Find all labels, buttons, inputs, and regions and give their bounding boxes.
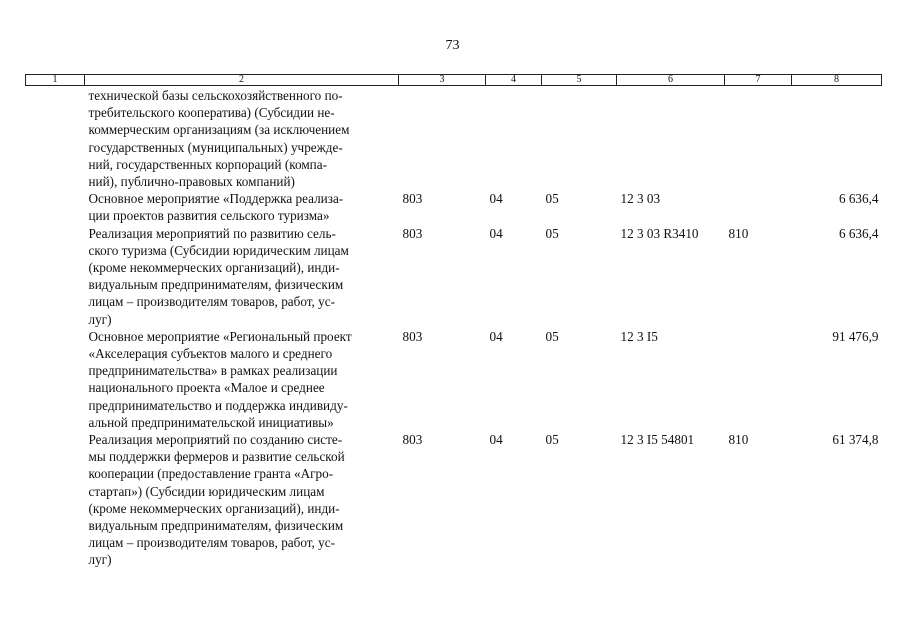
column-header-3: 3 [399,75,486,86]
row-number-cell [26,225,85,328]
section-code: 04 [489,432,503,448]
ministry-code [399,86,486,191]
expense-type-code [725,86,792,191]
expense-type-code [725,190,792,224]
row-name: Реализация мероприятий по развитию сель- ского туризма (Субсидии юридическим лицам (кроме некоммерческих организаций), инди- видуальным предпринимателям, физическим лицам – производителям товаров, работ, ус- луг) [88,225,349,327]
column-header-7: 7 [725,75,792,86]
table-row [26,328,882,431]
table-row [26,431,882,569]
budget-table [25,74,882,569]
subsection-code [542,86,617,191]
target-article-code [617,86,725,191]
column-header-6: 6 [617,75,725,86]
row-name: Основное мероприятие «Региональный проект «Акселерация субъектов малого и среднего предпринимательства» в рамках реализации национального проекта «Малое и среднее предпринимательство и поддержка индивиду- альной предпринимательской инициативы» [88,328,352,430]
subsection-code: 05 [545,432,559,448]
ministry-code: 803 [402,225,423,241]
column-number-header-row [26,75,882,86]
section-code: 04 [489,225,503,241]
subsection-code: 05 [545,328,559,344]
column-header-8: 8 [792,75,882,86]
row-name: Основное мероприятие «Поддержка реализа- ции проектов развития сельского туризма» [88,191,344,224]
row-name: Реализация мероприятий по созданию систе- мы поддержки фермеров и развитие сельской кооперации (предоставление гранта «Агро- стартап») (Субсидии юридическим лицам (кроме некоммерческих организаций), инди- видуальным предпринимателям, физическим лицам – производителям товаров, работ, ус- луг) [88,432,345,568]
row-name: технической базы сельскохозяйственного по- требительского кооператива) (Субсидии не- коммерческим организациям (за исключением государственных (муниципальных) учрежде- ний, государственных корпораций (компа- ний), публично-правовых компаний) [88,88,350,190]
target-article-code: 12 3 03 [620,191,661,207]
table-row [26,86,882,191]
ministry-code: 803 [402,432,423,448]
section-code [486,86,542,191]
table-row [26,225,882,328]
column-header-1: 1 [26,75,85,86]
subsection-code: 05 [545,225,559,241]
target-article-code: 12 3 I5 [620,328,658,344]
amount [792,86,882,191]
table-row [26,190,882,224]
section-code: 04 [489,328,503,344]
expense-type-code [725,328,792,431]
column-header-5: 5 [542,75,617,86]
amount: 61 374,8 [832,432,879,448]
page-number: 73 [445,38,460,53]
column-header-4: 4 [486,75,542,86]
column-header-2: 2 [85,75,399,86]
target-article-code: 12 3 I5 54801 [620,432,695,448]
target-article-code: 12 3 03 R3410 [620,225,699,241]
row-number-cell [26,431,85,569]
ministry-code: 803 [402,191,423,207]
ministry-code: 803 [402,328,423,344]
subsection-code: 05 [545,191,559,207]
amount: 6 636,4 [838,191,879,207]
row-number-cell [26,86,85,191]
row-number-cell [26,328,85,431]
row-number-cell [26,190,85,224]
expense-type-code: 810 [728,225,749,241]
expense-type-code: 810 [728,432,749,448]
amount: 6 636,4 [838,225,879,241]
amount: 91 476,9 [832,328,879,344]
section-code: 04 [489,191,503,207]
